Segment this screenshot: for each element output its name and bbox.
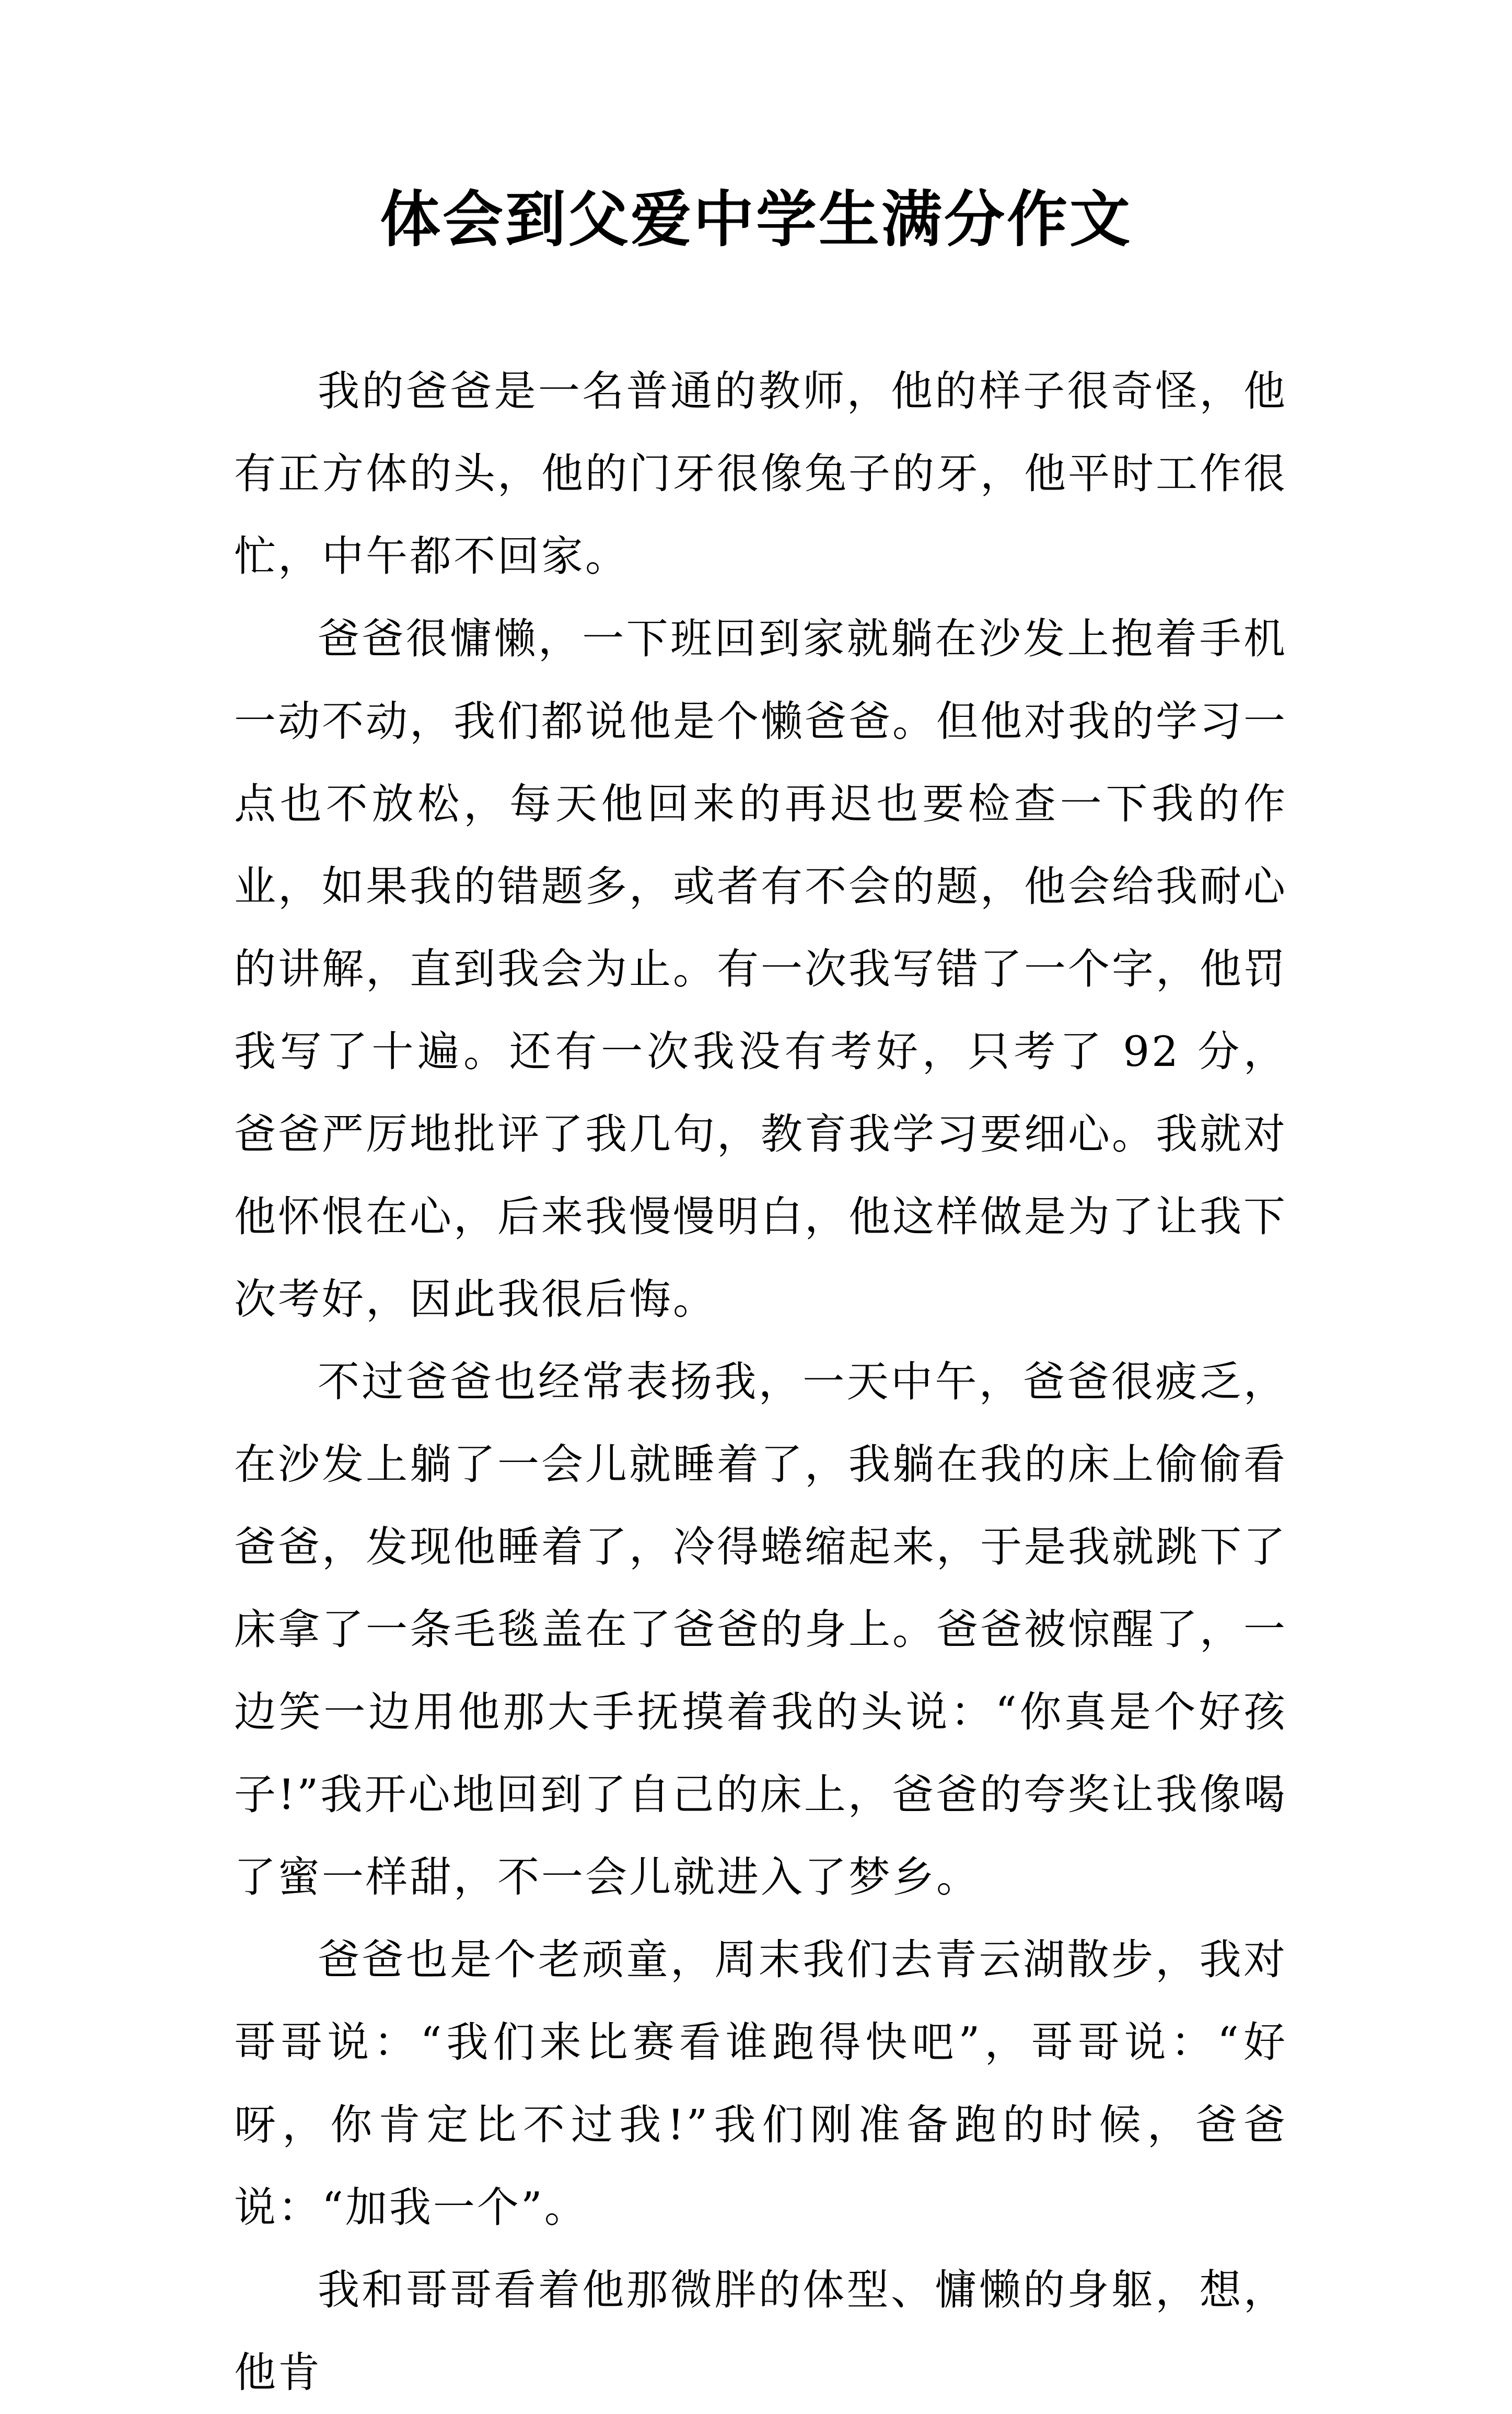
paragraph: 不过爸爸也经常表扬我，一天中午，爸爸很疲乏，在沙发上躺了一会儿就睡着了，我躺在我的床上偷偷看爸爸，发现他睡着了，冷得蜷缩起来，于是我就跳下了床拿了一条毛毯盖在了爸爸的身上。爸爸被惊醒了，一边笑一边用他那大手抚摸着我的头说：“你真是个好孩子!”我开心地回到了自己的床上，爸爸的夸奖让我像喝了蜜一样甜，不一会儿就进入了梦乡。 <box>234 1357 1287 1901</box>
paragraph: 我和哥哥看着他那微胖的体型、慵懒的身躯，想，他肯 <box>234 2266 1287 2397</box>
paragraph: 爸爸很慵懒，一下班回到家就躺在沙发上抱着手机一动不动，我们都说他是个懒爸爸。但他对我的学习一点也不放松，每天他回来的再迟也要检查一下我的作业，如果我的错题多，或者有不会的题，他会给我耐心的讲解，直到我会为止。有一次我写错了一个字，他罚我写了十遍。还有一次我没有考好，只考了 92 分，爸爸严厉地批评了我几句，教育我学习要细心。我就对他怀恨在心，后来我慢慢明白，他这样做是为了让我下次考好，因此我很后悔。 <box>234 614 1287 1324</box>
document-body <box>234 350 1287 2414</box>
paragraph: 我的爸爸是一名普通的教师，他的样子很奇怪，他有正方体的头，他的门牙很像兔子的牙，他平时工作很忙，中午都不回家。 <box>234 367 1287 581</box>
document-title: 体会到父爱中学生满分作文 <box>380 184 1132 255</box>
paragraph: 爸爸也是个老顽童，周末我们去青云湖散步，我对哥哥说：“我们来比赛看谁跑得快吧”，哥哥说：“好呀，你肯定比不过我!”我们刚准备跑的时候，爸爸说：“加我一个”。 <box>234 1935 1287 2232</box>
